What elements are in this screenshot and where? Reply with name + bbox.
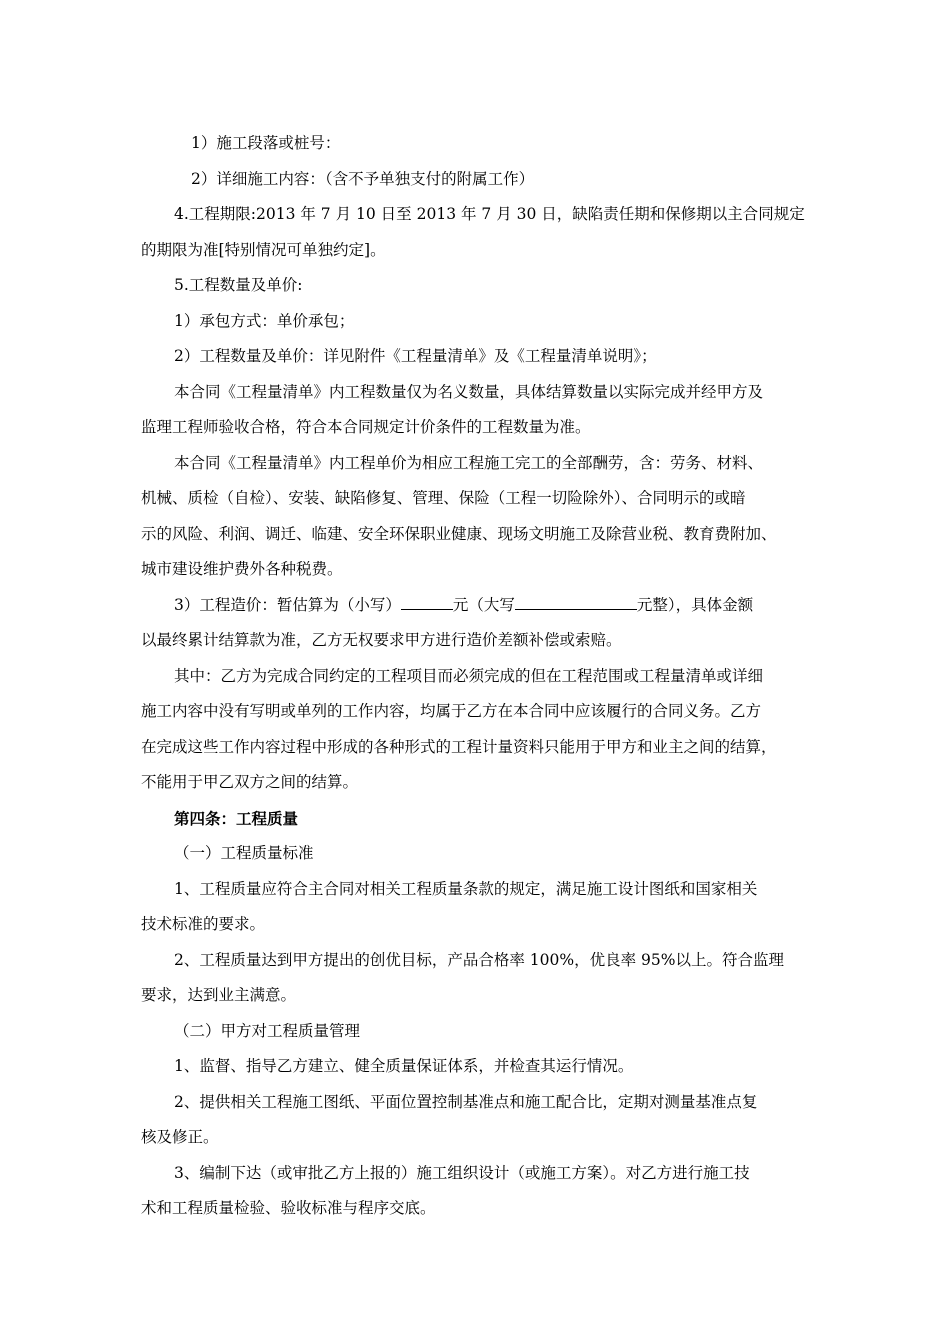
- text-line: 5.工程数量及单价:: [174, 276, 303, 294]
- article-heading-quality: [141, 801, 821, 837]
- text-line: 4.工程期限:2013 年 7 月 10 日至 2013 年 7 月 30 日，缺陷责任期和保修期以主合同规定: [174, 205, 805, 223]
- item-contract-mode: [141, 304, 821, 340]
- subheading-text: （一）工程质量标准: [174, 844, 314, 862]
- text-line: 在完成这些工作内容过程中形成的各种形式的工程计量资料只能用于甲方和业主之间的结算，: [141, 737, 777, 756]
- amount-uppercase-blank: [515, 595, 637, 610]
- text-line: 1）施工段落或桩号：: [191, 134, 341, 152]
- text-line: 示的风险、利润、调迁、临建、安全环保职业健康、现场文明施工及除营业税、教育费附加、: [141, 524, 777, 543]
- text-line: 1）承包方式：单价承包；: [174, 311, 355, 330]
- text-line: 本合同《工程量清单》内工程单价为相应工程施工完工的全部酬劳，含：劳务、材料、: [174, 453, 764, 472]
- cost-uppercase-label: 元（大写: [452, 595, 515, 614]
- text-line: [141, 588, 821, 624]
- text-line: 的期限为准[特别情况可单独约定]。: [141, 240, 386, 259]
- text-line: 2、工程质量达到甲方提出的创优目标，产品合格率 100%，优良率 95%以上。符合监理: [174, 950, 784, 969]
- item-supervise: [141, 1049, 821, 1085]
- paragraph-unit-price: [141, 446, 821, 588]
- item-project-cost: [141, 588, 821, 659]
- section-quality-management: [141, 1014, 821, 1050]
- text-line: 2）详细施工内容：（含不予单独支付的附属工作）: [191, 169, 535, 188]
- text-line: 要求，达到业主满意。: [141, 986, 297, 1004]
- text-line: 1、监督、指导乙方建立、健全质量保证体系，并检查其运行情况。: [174, 1057, 634, 1075]
- paragraph-obligation: [141, 659, 821, 801]
- clause-duration: [141, 197, 821, 268]
- item-construction-content: [141, 162, 821, 198]
- item-construction-section: [141, 126, 821, 162]
- text-line: 2、提供相关工程施工图纸、平面位置控制基准点和施工配合比，定期对测量基准点复: [174, 1092, 758, 1111]
- subheading-text: （二）甲方对工程质量管理: [174, 1021, 361, 1040]
- item-quantity-price: [141, 339, 821, 375]
- text-line: 施工内容中没有写明或单列的工作内容，均属于乙方在本合同中应该履行的合同义务。乙方: [141, 702, 762, 720]
- text-line: 监理工程师验收合格，符合本合同规定计价条件的工程数量为准。: [141, 418, 591, 436]
- heading-text: 第四条：工程质量: [174, 808, 299, 828]
- text-line: 其中：乙方为完成合同约定的工程项目而必须完成的但在工程范围或工程量清单或详细: [174, 666, 764, 685]
- text-line: 不能用于甲乙双方之间的结算。: [141, 773, 359, 791]
- text-line: 城市建设维护费外各种税费。: [141, 560, 343, 578]
- document-body: [141, 126, 821, 1227]
- cost-label: 3）工程造价：暂估算为（小写）: [174, 595, 401, 614]
- text-line: 技术标准的要求。: [141, 915, 266, 933]
- item-provide-drawings: [141, 1085, 821, 1156]
- text-line: 本合同《工程量清单》内工程数量仅为名义数量，具体结算数量以实际完成并经甲方及: [174, 382, 764, 401]
- text-line: 核及修正。: [141, 1128, 219, 1146]
- item-quality-target: [141, 943, 821, 1014]
- item-quality-compliance: [141, 872, 821, 943]
- text-line: 机械、质检（自检）、安装、缺陷修复、管理、保险（工程一切险除外）、合同明示的或暗: [141, 489, 746, 507]
- text-line: 1、工程质量应符合主合同对相关工程质量条款的规定，满足施工设计图纸和国家相关: [174, 879, 758, 898]
- text-line: 3、编制下达（或审批乙方上报的）施工组织设计（或施工方案）。对乙方进行施工技: [174, 1163, 750, 1182]
- text-line: 以最终累计结算款为准，乙方无权要求甲方进行造价差额补偿或索赔。: [141, 631, 622, 649]
- clause-quantity-price: [141, 268, 821, 304]
- section-quality-standard: [141, 836, 821, 872]
- cost-suffix: 元整），具体金额: [636, 595, 754, 614]
- amount-lowercase-blank: [401, 595, 453, 610]
- text-line: 术和工程质量检验、验收标准与程序交底。: [141, 1199, 436, 1217]
- text-line: 2）工程数量及单价：详见附件《工程量清单》及《工程量清单说明》；: [174, 347, 657, 365]
- item-construction-plan: [141, 1156, 821, 1227]
- paragraph-nominal-quantity: [141, 375, 821, 446]
